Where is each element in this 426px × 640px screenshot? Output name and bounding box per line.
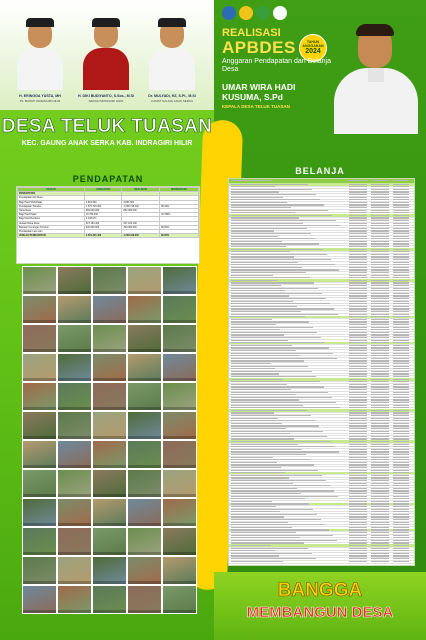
activity-photo bbox=[127, 411, 162, 440]
activity-photo bbox=[92, 382, 127, 411]
activity-photo bbox=[127, 324, 162, 353]
pendapatan-title: PENDAPATAN bbox=[72, 174, 144, 184]
official-1 bbox=[14, 18, 66, 103]
activity-photo bbox=[57, 440, 92, 469]
activity-photo bbox=[162, 469, 197, 498]
activity-photo bbox=[22, 498, 57, 527]
activity-photo bbox=[127, 585, 162, 614]
activity-photo bbox=[22, 411, 57, 440]
activity-photo bbox=[57, 498, 92, 527]
officials-banner bbox=[0, 0, 214, 110]
pendapatan-cell: Bagi Hasil Pajak bbox=[18, 213, 85, 217]
desa-logo-icon bbox=[273, 6, 287, 20]
pendapatan-cell: 1.575.749.400 bbox=[84, 204, 122, 208]
pendapatan-cell: Pendapatan Lain-Lain bbox=[18, 229, 85, 233]
activity-photo bbox=[57, 266, 92, 295]
realisasi-label: REALISASI bbox=[222, 27, 281, 39]
activity-photo bbox=[162, 353, 197, 382]
activity-photo bbox=[127, 266, 162, 295]
activity-photo bbox=[92, 353, 127, 382]
pendapatan-cell: 98,33% bbox=[159, 204, 198, 208]
activity-photo bbox=[127, 498, 162, 527]
desa-title: DESA TELUK TUASAN bbox=[1, 116, 213, 137]
official-1-name: H. ERINGGA YUSTA, MH bbox=[19, 94, 61, 98]
pendapatan-cell: Pendapatan Transfer bbox=[18, 204, 85, 208]
activity-photo bbox=[57, 527, 92, 556]
activity-photo bbox=[162, 585, 197, 614]
activity-photo bbox=[162, 527, 197, 556]
belanja-row bbox=[229, 560, 414, 564]
desa-subtitle: KEC. GAUNG ANAK SERKA KAB. INDRAGIRI HILIR bbox=[21, 140, 193, 147]
pendapatan-cell: Bantuan Keuangan Provinsi bbox=[18, 225, 85, 229]
activity-photo bbox=[92, 498, 127, 527]
kades-portrait bbox=[324, 6, 424, 134]
activity-photo bbox=[162, 295, 197, 324]
pendapatan-cell: 19.780% bbox=[159, 213, 198, 217]
activity-photo bbox=[57, 556, 92, 585]
pendapatan-cell: Alokasi Dana Desa bbox=[18, 221, 85, 225]
official-2 bbox=[77, 18, 135, 103]
activity-photo bbox=[127, 527, 162, 556]
pendapatan-cell: Pendapatan Asli Desa bbox=[18, 196, 85, 200]
header-realisasi: REALISASI bbox=[122, 188, 160, 192]
pendapatan-cell: 527.183.400 bbox=[122, 221, 160, 225]
pendapatan-cell: 300.000.000 bbox=[122, 225, 160, 229]
activity-photo bbox=[57, 585, 92, 614]
activity-photo bbox=[57, 411, 92, 440]
activity-photo bbox=[22, 440, 57, 469]
activity-photo bbox=[162, 556, 197, 585]
activity-photo bbox=[162, 382, 197, 411]
activity-photo bbox=[22, 469, 57, 498]
pendapatan-cell: 1.579.431.400 bbox=[84, 234, 122, 238]
activity-photo bbox=[92, 440, 127, 469]
activity-photo bbox=[92, 469, 127, 498]
kabupaten-logo-icon bbox=[239, 6, 253, 20]
pendapatan-cell: 3.681.500 bbox=[122, 200, 160, 204]
pendapatan-table bbox=[17, 187, 199, 238]
pendapatan-cell: 99,66% bbox=[159, 225, 198, 229]
activity-photo bbox=[162, 411, 197, 440]
tahun-label: TAHUN ANGGARAN bbox=[302, 40, 324, 48]
pendapatan-cell: 1.258.418.900 bbox=[122, 234, 160, 238]
riau-logo-icon bbox=[222, 6, 236, 20]
activity-photo bbox=[22, 382, 57, 411]
header-anggaran: ANGGARAN bbox=[84, 188, 122, 192]
activity-photo bbox=[127, 440, 162, 469]
kades-name: UMAR WIRA HADI KUSUMA, S.Pd bbox=[222, 82, 296, 102]
pendapatan-cell: 882.000.000 bbox=[84, 208, 122, 212]
belanja-title: BELANJA bbox=[295, 166, 345, 176]
activity-photo bbox=[22, 585, 57, 614]
pendapatan-cell: 99,05% bbox=[159, 234, 198, 238]
activity-photo bbox=[127, 382, 162, 411]
activity-photo bbox=[57, 382, 92, 411]
activity-photo bbox=[92, 556, 127, 585]
pendapatan-cell: 3.681.500 bbox=[84, 200, 122, 204]
activity-photo bbox=[22, 353, 57, 382]
apbdes-title: APBDES bbox=[222, 38, 296, 57]
activity-photo bbox=[127, 556, 162, 585]
activity-photo bbox=[162, 440, 197, 469]
pendapatan-body bbox=[18, 192, 199, 238]
activity-photo bbox=[57, 353, 92, 382]
belanja-table-box bbox=[228, 178, 415, 566]
pendapatan-cell: 1.108.071 bbox=[84, 217, 122, 221]
activity-photo bbox=[92, 266, 127, 295]
activity-photo bbox=[57, 469, 92, 498]
pendapatan-cell: Bagi Hasil Retribusi bbox=[18, 217, 85, 221]
kemendes-logo-icon bbox=[256, 6, 270, 20]
pendapatan-cell: 300.000.000 bbox=[84, 225, 122, 229]
activity-photo bbox=[22, 324, 57, 353]
activity-photo bbox=[92, 324, 127, 353]
activity-photo bbox=[57, 324, 92, 353]
activity-photo bbox=[92, 585, 127, 614]
desa-title-block bbox=[0, 116, 214, 147]
activity-photo bbox=[57, 295, 92, 324]
slogan-line-2: MEMBANGUN DESA bbox=[246, 604, 394, 621]
pendapatan-cell: 527.183.400 bbox=[84, 221, 122, 225]
official-2-name: H. DIKI BUDIYANTO, S.Sos., M.Si bbox=[77, 94, 135, 98]
activity-photo bbox=[92, 411, 127, 440]
activity-photo bbox=[127, 469, 162, 498]
pendapatan-cell: PENDAPATAN bbox=[18, 192, 85, 196]
tahun-value: 2024 bbox=[305, 48, 321, 55]
activity-photo bbox=[22, 266, 57, 295]
activity-photo bbox=[162, 266, 197, 295]
activity-photo bbox=[162, 324, 197, 353]
official-1-role: PJ. BUPATI INDRAGIRI HILIR bbox=[19, 99, 61, 103]
pendapatan-cell: 1.258.738.400 bbox=[122, 204, 160, 208]
kades-role: KEPALA DESA TELUK TUASAN bbox=[222, 104, 290, 109]
pendapatan-table-box bbox=[16, 174, 200, 264]
official-3 bbox=[146, 18, 198, 103]
pendapatan-cell: 882.000.000 bbox=[122, 208, 160, 212]
pendapatan-cell: Bagi Hasil SDA/Pajak bbox=[18, 200, 85, 204]
activity-photo bbox=[127, 295, 162, 324]
header-persentase: PERSENTASE bbox=[159, 188, 198, 192]
activity-photo bbox=[22, 556, 57, 585]
activity-photo bbox=[92, 527, 127, 556]
pendapatan-cell: JUMLAH PENDAPATAN bbox=[18, 234, 85, 238]
slogan-banner bbox=[214, 572, 426, 640]
pendapatan-cell: Dana Desa bbox=[18, 208, 85, 212]
slogan-line-1: BANGGA bbox=[277, 580, 363, 601]
pendapatan-cell: 16.769.932 bbox=[84, 213, 122, 217]
apbdes-header bbox=[214, 0, 426, 150]
activity-photo bbox=[127, 353, 162, 382]
activity-photo bbox=[22, 295, 57, 324]
pendapatan-row bbox=[18, 234, 199, 238]
activity-photo bbox=[22, 527, 57, 556]
anggaran-subtitle: Anggaran Pendapatan dan Belanja Desa bbox=[222, 58, 331, 73]
official-3-role: CAMAT GAUNG ANAK SERKA bbox=[151, 99, 193, 103]
activity-photo bbox=[92, 295, 127, 324]
official-2-role: SEKDA INDRAGIRI HILIR bbox=[88, 99, 124, 103]
official-3-name: Dr. MULYADI, HZ, S.Pi., M.Si bbox=[148, 94, 196, 98]
activity-photo bbox=[162, 498, 197, 527]
header-uraian: URAIAN bbox=[18, 188, 85, 192]
